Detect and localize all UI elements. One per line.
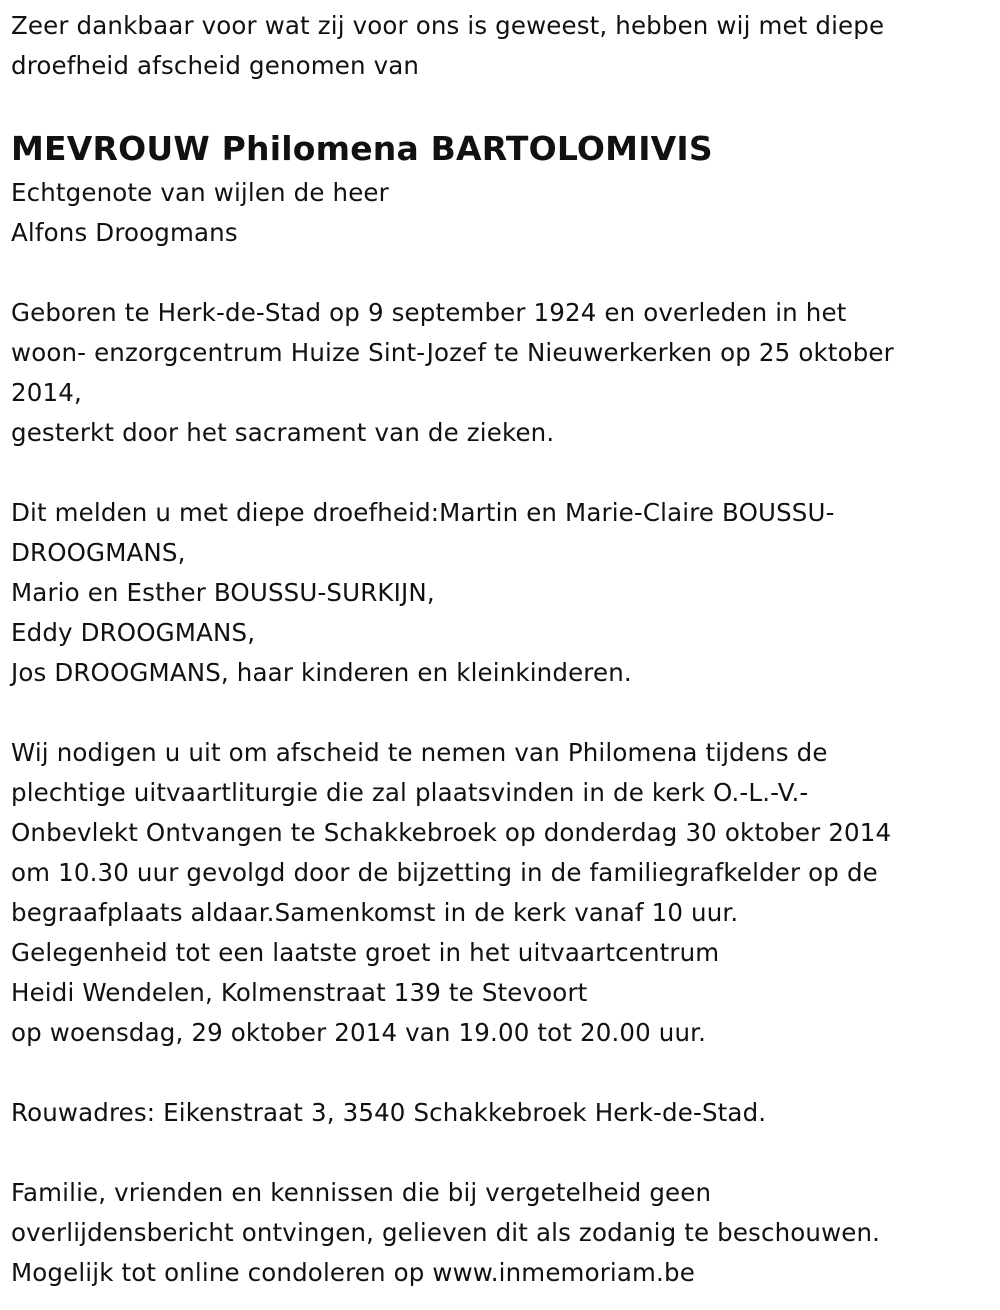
mourning-address: Rouwadres: Eikenstraat 3, 3540 Schakkebroek Herk-de-Stad. <box>11 1098 767 1127</box>
funeral-line: Onbevlekt Ontvangen te Schakkebroek op donderdag 30 oktober 2014 <box>11 818 892 847</box>
family-line: Mario en Esther BOUSSU-SURKIJN, <box>11 578 435 607</box>
funeral-line: plechtige uitvaartliturgie die zal plaatsvinden in de kerk O.-L.-V.- <box>11 778 809 807</box>
funeral-line: Gelegenheid tot een laatste groet in het uitvaartcentrum <box>11 938 720 967</box>
birth-death-line: 2014, <box>11 378 82 407</box>
family-line: DROOGMANS, <box>11 538 186 567</box>
closing-line: overlijdensbericht ontvingen, gelieven dit als zodanig te beschouwen. <box>11 1218 881 1247</box>
closing-line: Mogelijk tot online condoleren op www.inmemoriam.be <box>11 1258 695 1287</box>
family-line: Jos DROOGMANS, haar kinderen en kleinkinderen. <box>11 658 632 687</box>
spouse-paragraph <box>11 173 991 253</box>
funeral-paragraph <box>11 733 991 1053</box>
funeral-line: op woensdag, 29 oktober 2014 van 19.00 tot 20.00 uur. <box>11 1018 707 1047</box>
birth-death-line: Geboren te Herk-de-Stad op 9 september 1924 en overleden in het <box>11 298 847 327</box>
spouse-line: Alfons Droogmans <box>11 218 238 247</box>
intro-line: droefheid afscheid genomen van <box>11 51 420 80</box>
deceased-name: MEVROUW Philomena BARTOLOMIVIS <box>11 129 713 168</box>
intro-paragraph <box>11 6 991 86</box>
funeral-line: begraafplaats aldaar.Samenkomst in de kerk vanaf 10 uur. <box>11 898 739 927</box>
closing-paragraph <box>11 1173 991 1293</box>
funeral-line: Wij nodigen u uit om afscheid te nemen van Philomena tijdens de <box>11 738 828 767</box>
intro-line: Zeer dankbaar voor wat zij voor ons is geweest, hebben wij met diepe <box>11 11 885 40</box>
birth-death-line: gesterkt door het sacrament van de zieken. <box>11 418 555 447</box>
funeral-line: Heidi Wendelen, Kolmenstraat 139 te Stevoort <box>11 978 588 1007</box>
birth-death-paragraph <box>11 293 991 453</box>
family-line: Dit melden u met diepe droefheid:Martin en Marie-Claire BOUSSU- <box>11 498 835 527</box>
birth-death-line: woon- enzorgcentrum Huize Sint-Jozef te Nieuwerkerken op 25 oktober <box>11 338 894 367</box>
funeral-line: om 10.30 uur gevolgd door de bijzetting in de familiegrafkelder op de <box>11 858 878 887</box>
family-paragraph <box>11 493 991 693</box>
family-line: Eddy DROOGMANS, <box>11 618 256 647</box>
closing-line: Familie, vrienden en kennissen die bij vergetelheid geen <box>11 1178 712 1207</box>
spouse-line: Echtgenote van wijlen de heer <box>11 178 389 207</box>
obituary-document <box>11 6 991 1293</box>
